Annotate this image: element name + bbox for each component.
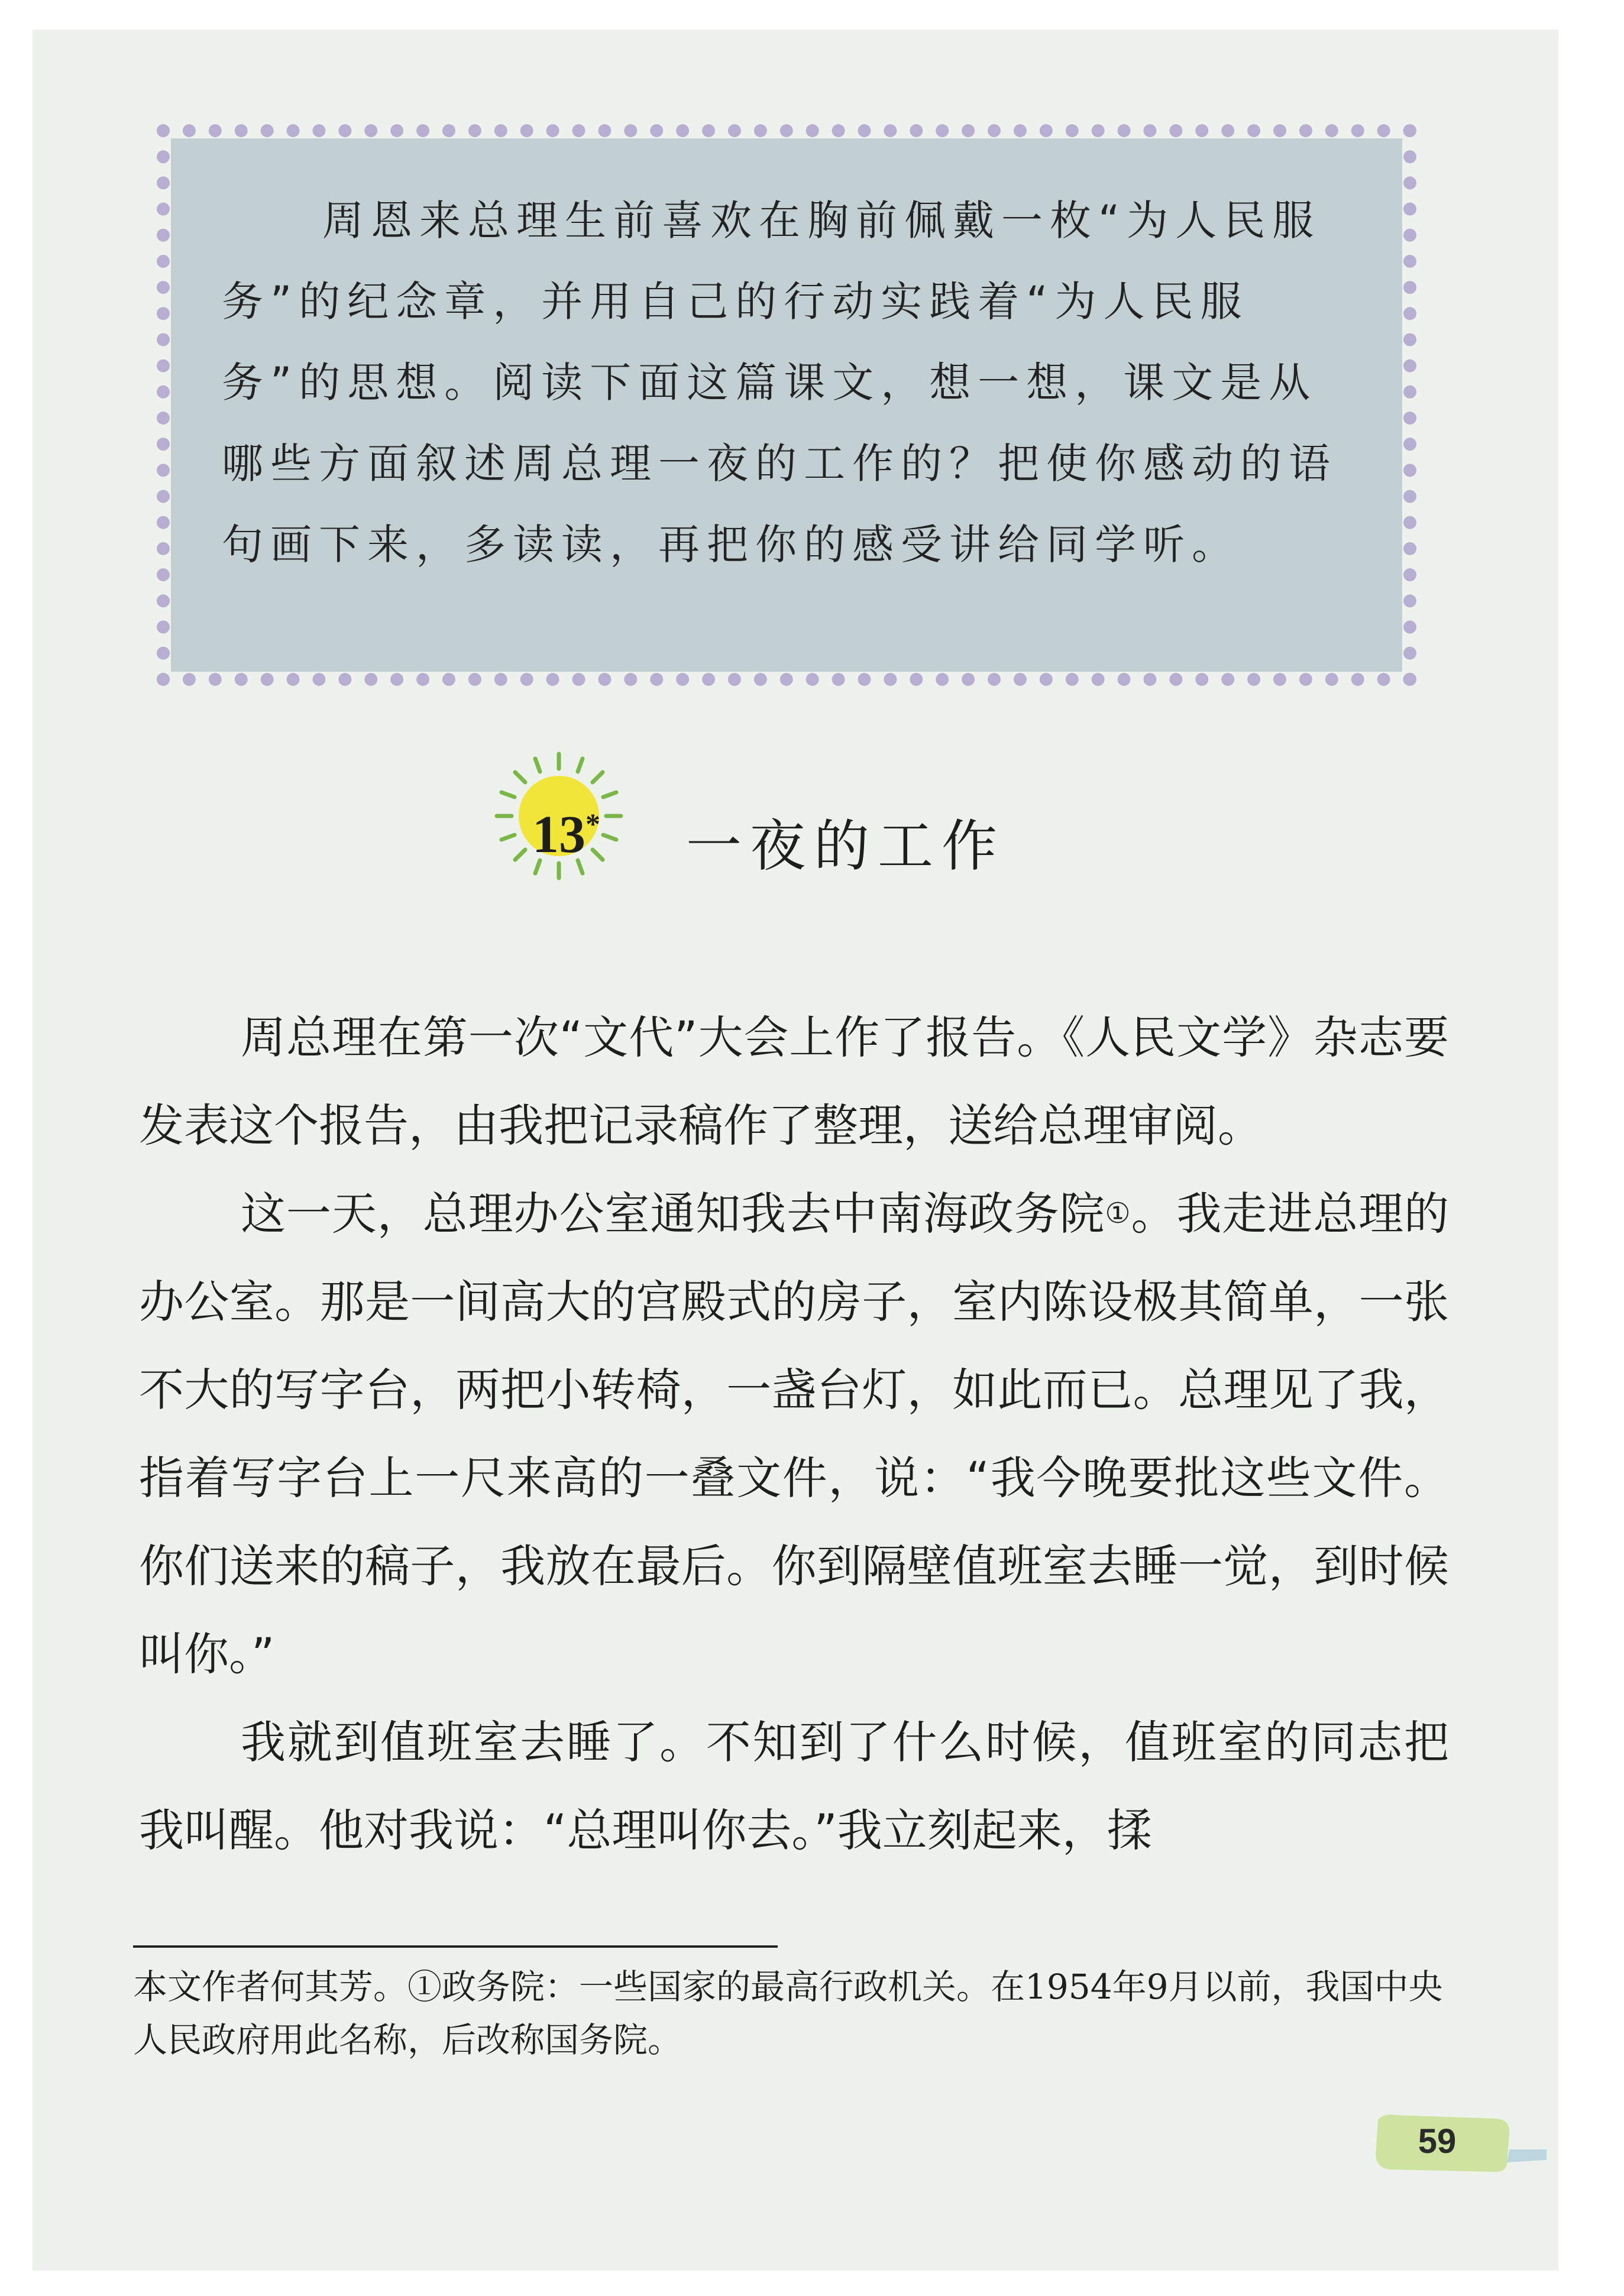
page-number: 59 (1418, 2122, 1457, 2161)
footnote: 本文作者何其芳。①政务院：一些国家的最高行政机关。在1954年9月以前，我国中央人民政府用此名称，后改称国务院。 (133, 1967, 1443, 2060)
footnote-divider (133, 1945, 778, 1948)
lesson-mark: * (585, 807, 600, 840)
intro-text: 周恩来总理生前喜欢在胸前佩戴一枚“为人民服务”的纪念章，并用自己的行动实践着“为人民服务”的思想。阅读下面这篇课文，想一想，课文是从哪些方面叙述周总理一夜的工作的？把使你感动的语句画下来，多读读，再把你的感受讲给同学听。 (222, 196, 1337, 569)
lesson-body (139, 993, 1449, 1874)
paragraph-1: 周总理在第一次“文代”大会上作了报告。《人民文学》杂志要发表这个报告，由我把记录稿作了整理，送给总理审阅。 (139, 1011, 1449, 1152)
footnote-ref: ① (1105, 1197, 1131, 1230)
page-tab-ribbon (1507, 2149, 1547, 2162)
paragraph-2: 这一天，总理办公室通知我去中南海政务院①。我走进总理的办公室。那是一间高大的宫殿式的房子，室内陈设极其简单，一张不大的写字台，两把小转椅，一盏台灯，如此而已。总理见了我，指着写字台上一尺来高的一叠文件，说：“我今晚要批这些文件。你们送来的稿子，我放在最后。你到隔壁值班室去睡一觉，到时候叫你。” (139, 1187, 1449, 1680)
lesson-title: 一夜的工作 (686, 814, 1006, 879)
paragraph-3: 我就到值班室去睡了。不知到了什么时候，值班室的同志把我叫醒。他对我说：“总理叫你去。”我立刻起来，揉 (139, 1716, 1449, 1857)
lesson-number: 13* (532, 805, 600, 864)
